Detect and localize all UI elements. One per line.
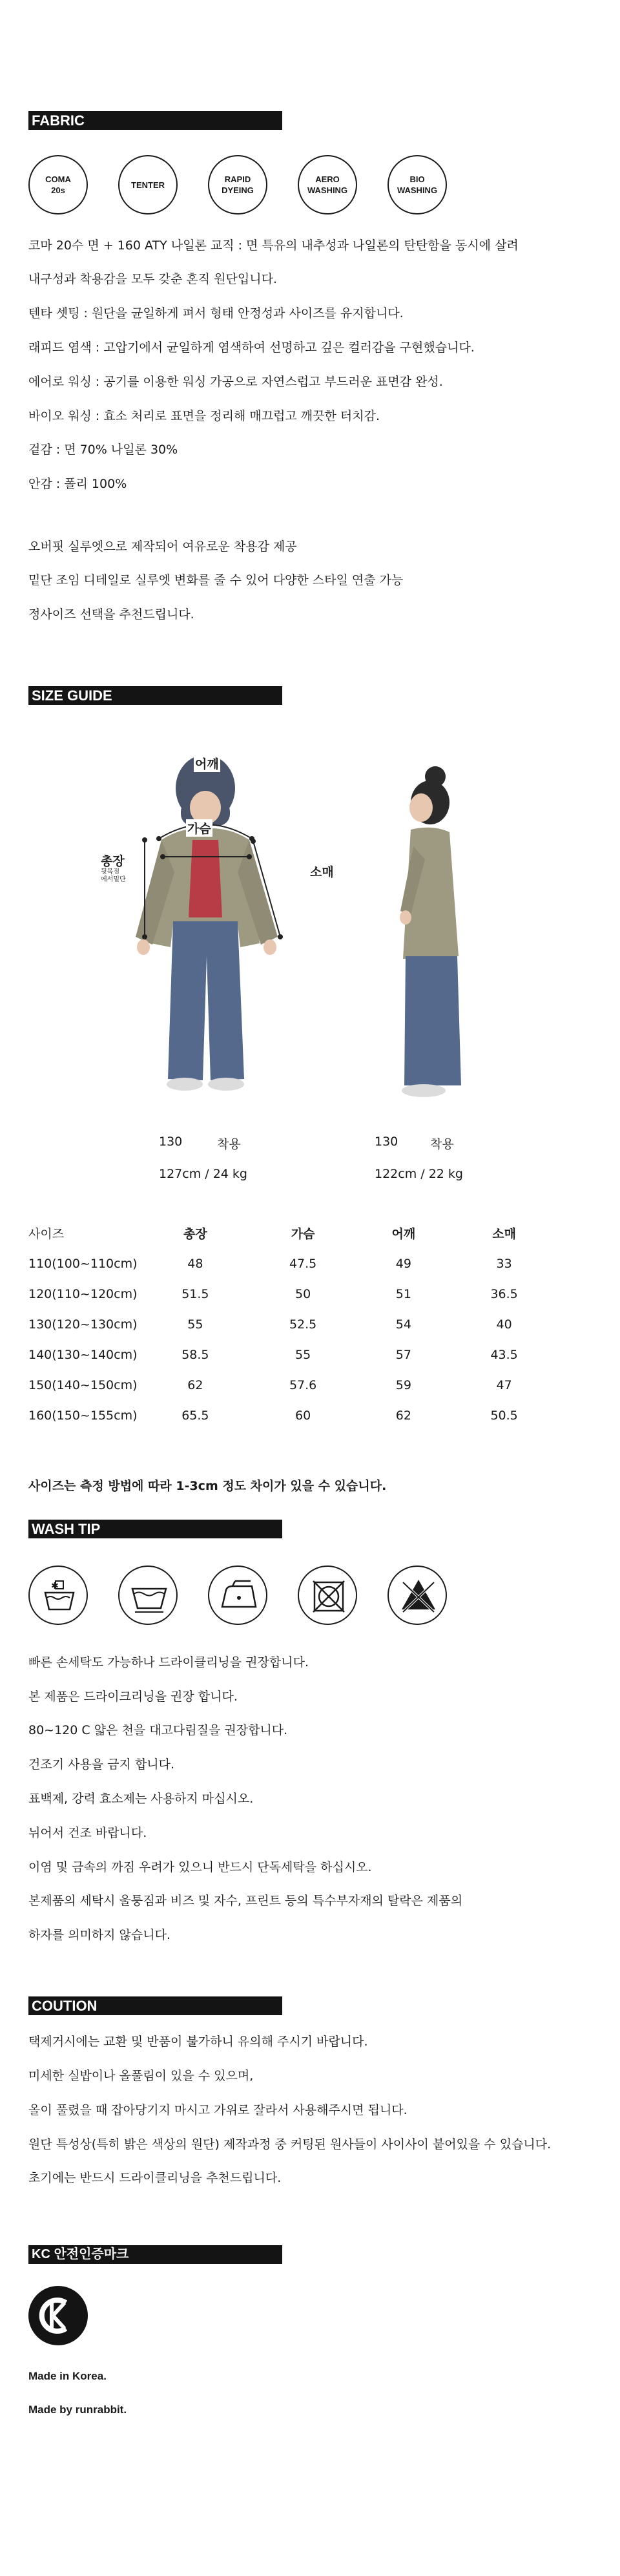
wash-line: 표백제, 강력 효소제는 사용하지 마십시오. <box>28 1792 254 1806</box>
no-bleach-icon <box>388 1565 447 1625</box>
chest-label: 가슴 <box>186 819 212 837</box>
cell: 52.5 <box>289 1317 317 1332</box>
cell: 140(130~140cm) <box>28 1347 138 1362</box>
header-sleeve: 소매 <box>492 1227 516 1241</box>
fabric-line: 코마 20수 면 + 160 ATY 나일론 교직 : 면 특유의 내추성과 나일론의 탄탄함을 동시에 살려 <box>28 238 519 253</box>
cell: 55 <box>187 1317 203 1332</box>
cell: 50.5 <box>490 1408 518 1423</box>
cell: 130(120~130cm) <box>28 1317 138 1332</box>
cell: 62 <box>395 1408 411 1423</box>
low-iron-icon <box>208 1565 267 1625</box>
caution-line: 원단 특성상(특히 밝은 색상의 원단) 제작과정 중 커팅된 원사들이 사이사이 붙어있을 수 있습니다. <box>28 2137 552 2152</box>
wash-line: 건조기 사용을 금지 합니다. <box>28 1757 175 1772</box>
cell: 110(100~110cm) <box>28 1256 138 1271</box>
model-side-photo <box>375 762 484 1105</box>
rapid-dyeing-badge: RAPID DYEING <box>208 155 267 215</box>
cell: 49 <box>395 1256 411 1271</box>
wash-line: 본 제품은 드라이크리닝을 권장 합니다. <box>28 1690 238 1704</box>
caution-section-title: COUTION <box>28 1996 282 2015</box>
length-label: 총장 <box>101 854 125 868</box>
model1-spec: 127cm / 24 kg <box>159 1167 247 1181</box>
caution-line: 미세한 실밥이나 올풀림이 있을 수 있으며, <box>28 2069 254 2083</box>
table-row <box>28 1370 558 1400</box>
table-row <box>28 1279 558 1309</box>
caution-line: 올이 풀렸을 때 잡아당기지 마시고 가위로 잘라서 사용해주시면 됩니다. <box>28 2103 408 2117</box>
cell: 60 <box>295 1408 311 1423</box>
model1-size: 130 <box>159 1135 183 1149</box>
fabric-section-title: FABRIC <box>28 111 282 130</box>
bio-washing-badge: BIO WASHING <box>388 155 447 215</box>
tenter-badge: TENTER <box>118 155 178 215</box>
wash-tip-section-title: WASH TIP <box>28 1520 282 1538</box>
cell: 36.5 <box>490 1286 518 1301</box>
wash-line: 본제품의 세탁시 울퉁짐과 비즈 및 자수, 프린트 등의 특수부자재의 탈락은 제품의 <box>28 1894 463 1908</box>
coma-badge: COMA 20s <box>28 155 88 215</box>
table-row <box>28 1309 558 1339</box>
cell: 150(140~150cm) <box>28 1377 138 1392</box>
cell: 120(110~120cm) <box>28 1286 138 1301</box>
size-guide-section-title: SIZE GUIDE <box>28 686 282 705</box>
wash-line: 뉘어서 건조 바랍니다. <box>28 1826 147 1840</box>
cell: 59 <box>395 1377 411 1392</box>
size-table-header <box>28 1218 558 1248</box>
cell: 40 <box>496 1317 512 1332</box>
cell: 65.5 <box>181 1408 209 1423</box>
caution-line: 택제거시에는 교환 및 반품이 불가하니 유의해 주시기 바랍니다. <box>28 2035 368 2049</box>
aero-washing-badge: AERO WASHING <box>298 155 357 215</box>
fabric-line: 에어로 워싱 : 공기를 이용한 워싱 가공으로 자연스럽고 부드러운 표면감 완성. <box>28 375 443 389</box>
wash-line: 이염 및 금속의 까짐 우려가 있으니 반드시 단독세탁을 하십시오. <box>28 1860 372 1874</box>
cell: 57 <box>395 1347 411 1362</box>
header-shoulder: 어깨 <box>391 1227 416 1241</box>
fabric-note: 정사이즈 선택을 추천드립니다. <box>28 607 194 622</box>
header-length: 총장 <box>183 1227 207 1241</box>
fabric-line: 안감 : 폴리 100% <box>28 477 127 491</box>
cell: 58.5 <box>181 1347 209 1362</box>
table-row <box>28 1400 558 1430</box>
sleeve-label: 소매 <box>310 865 334 879</box>
made-in-text: Made in Korea. <box>28 2370 107 2382</box>
table-row <box>28 1248 558 1279</box>
fabric-line: 겉감 : 면 70% 나일론 30% <box>28 443 178 457</box>
cell: 54 <box>395 1317 411 1332</box>
fabric-line: 바이오 워싱 : 효소 처리로 표면을 정리해 매끄럽고 깨끗한 터치감. <box>28 409 380 423</box>
made-by-text: Made by runrabbit. <box>28 2403 127 2416</box>
cell: 51.5 <box>181 1286 209 1301</box>
header-chest: 가슴 <box>291 1227 315 1241</box>
size-table <box>28 1218 558 1430</box>
cell: 47.5 <box>289 1256 317 1271</box>
kc-mark-icon <box>28 2286 88 2345</box>
wash-line: 빠른 손세탁도 가능하나 드라이클리닝을 권장합니다. <box>28 1655 309 1670</box>
length-sub-label: 뒷목점 에서밑단 <box>101 868 126 883</box>
cell: 48 <box>187 1256 203 1271</box>
cell: 50 <box>295 1286 311 1301</box>
header-size: 사이즈 <box>28 1227 65 1241</box>
shoulder-label: 어깨 <box>194 755 220 772</box>
kc-section-title: KC 안전인증마크 <box>28 2245 282 2264</box>
cell: 47 <box>496 1377 512 1392</box>
model2-wear: 착용 <box>430 1137 454 1151</box>
model2-size: 130 <box>375 1135 398 1149</box>
caution-line: 초기에는 반드시 드라이클리닝을 추천드립니다. <box>28 2171 282 2185</box>
cell: 55 <box>295 1347 311 1362</box>
fabric-line: 래피드 염색 : 고압기에서 균일하게 염색하여 선명하고 깊은 컬러감을 구현했습니다. <box>28 340 475 355</box>
cell: 160(150~155cm) <box>28 1408 138 1423</box>
no-tumble-dry-icon <box>298 1565 357 1625</box>
size-note: 사이즈는 측정 방법에 따라 1-3cm 정도 차이가 있을 수 있습니다. <box>28 1479 387 1493</box>
wash-line: 하자를 의미하지 않습니다. <box>28 1928 171 1942</box>
cell: 51 <box>395 1286 411 1301</box>
table-row <box>28 1339 558 1370</box>
cell: 62 <box>187 1377 203 1392</box>
model2-spec: 122cm / 22 kg <box>375 1167 463 1181</box>
cell: 33 <box>496 1256 512 1271</box>
svg-text:✱: ✱ <box>51 1581 59 1591</box>
hand-wash-icon <box>28 1565 88 1625</box>
fabric-note: 밑단 조임 디테일로 실루엣 변화를 줄 수 있어 다양한 스타일 연출 가능 <box>28 573 404 587</box>
cell: 43.5 <box>490 1347 518 1362</box>
gentle-wash-icon <box>118 1565 178 1625</box>
fabric-note: 오버핏 실루엣으로 제작되어 여유로운 착용감 제공 <box>28 539 297 554</box>
fabric-line: 내구성과 착용감을 모두 갖춘 혼직 원단입니다. <box>28 272 277 286</box>
cell: 57.6 <box>289 1377 317 1392</box>
model1-wear: 착용 <box>217 1137 241 1151</box>
model-front-photo <box>90 743 284 1105</box>
fabric-line: 텐타 셋팅 : 원단을 균일하게 펴서 형태 안정성과 사이즈를 유지합니다. <box>28 306 404 320</box>
wash-line: 80~120 C 얇은 천을 대고다림질을 권장합니다. <box>28 1723 288 1737</box>
